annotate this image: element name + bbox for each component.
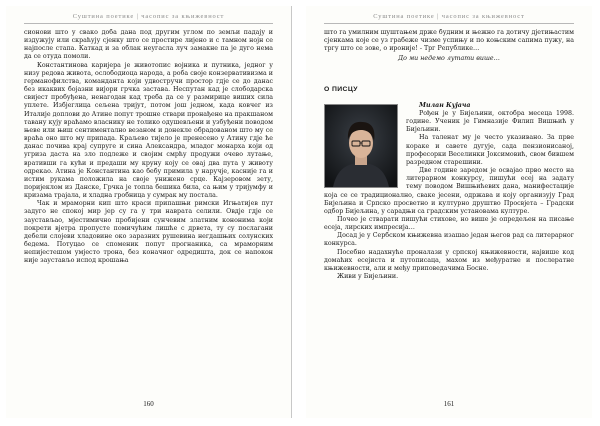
paragraph: сионови што у свако доба дана под другим углом по земљи падају и издужују или скраћују сјенку што се простире лијено и с тамном нојн се најпосле стапа. Каткад и за облак неугасла луч замакне па је дуго нема да се отуда помоли. [24, 29, 273, 61]
closing-line: До ми недемо лутати више… [398, 55, 500, 63]
author-portrait [324, 104, 398, 188]
page-number-left: 160 [143, 400, 154, 408]
bio-paragraph: Досад је у Сербском књижевна изашао један његов рад са литерарног конкурса. [324, 232, 574, 248]
bio-paragraph: Живи у Бијељини. [337, 273, 399, 281]
about-author-heading: О ПИСЦУ [324, 85, 358, 93]
bio-paragraph: Две године заредом је освајао прво место на литерарном конкурсу, пишући есеј на задату тему поводом Вишњићевих дана, манифестације која се сe традиционално, сваке јесени, одржава и коју организују Град Бијељина и Српско просветно и културно друштво Просвјета – Градски одбор Бијељина, у сарадњи са градским установама културе. [324, 167, 574, 215]
author-name: Милан Кујача [419, 101, 471, 109]
author-bio [324, 102, 574, 281]
page-number-right: 161 [443, 400, 455, 408]
running-head-right: Суштина поетике | часопис за књижевност [324, 13, 574, 24]
right-page [306, 6, 592, 418]
running-head-left: Суштина поетике | часопис за књижевност [24, 13, 273, 24]
paragraph: Чак и мраморни кип што краси припашњи римски Игњатијев пут задуго не спокој мир јер су га у три наврата селили. Овдје гдје се заустављао, мјестимично пробијени сунчевим златним кононима који покрети вјетра пропусте помичућим лишће с дрвета, ту су послагани дебели слојеви хладовине око заразних рушевина негдашњих солунских бедема. Потуцао се споменик попут прогнаника, са мраморним непијестешом умјесто трона, без коначног одредишта, док се напокон није заустављо испод крошања [24, 200, 273, 265]
bio-paragraph: Почео је стварати пишући стихове, но више је опредељен на писање есеја, лирских импресија… [324, 215, 574, 232]
paragraph: Константинова каријера је животопис војника и путника, једног у низу редова живота, ослободиоца народа, а роба своје конзервативизма и германофилства, команданта који удвостручи простор гдје се до данас без икаквих бојазни вијори грчка застава. Неспутан кад је слободарска свијест пробуђена, ненагодан кад треба да се у размирице виших сила уплете. Избјеглица сељена тријут, потом још једном, када ковчег из Италије доплови до Атине попут трошне ствари пронађене на пракшаном тавану кују враћамо власнику не толико одушевљени и узбуђени поводом њеве или њиш сентиментално везаном и донекле обрадованом што му се враћа оно што му припада. Краљево тијело је пренесено у Атину гдје ће данас почива крај супруге и сина Александра, младог монарха који од угриза даста на зло подлеже и својим смрћу продужи очево лутање, вративши га кући и предаши му круну коју се овај два пута у животу одрекао. Атина је Константина као бебу примила у наручје, касније га и истим рукама положила на своје униженo срце. Кајзеровом зету, поријеклом из Данске, Грчка је топла бешика била, са њим у тријумфу и кризама трајала, и хладна гробница у сумрак му постала. [24, 61, 273, 200]
bio-paragraph: Посебно надахнуће проналази у српској књижевности, највише код домаћих есејиста и путописаца, махом из међуратне и послератне књижевности, али и међу приповедачима Босне. [324, 248, 574, 272]
right-page-body [324, 29, 574, 403]
paragraph: што га умилним шуштањем држе будним и њежно га дотичу дјетињастим сјенкама које се уз грабеже чизме успињу и по коњским сапима пужу, на тргу што се зове, о ироније! - Трг Републике… [324, 29, 574, 53]
bio-paragraph: На таленат му је често указивано. За прве кораке и савете дугује, сада пензионисаној, професорки Веселинки Јоксимовић, свом бившем разредном старешини. [406, 134, 574, 166]
left-page-body [24, 29, 273, 403]
left-page [6, 6, 292, 418]
bio-paragraph: Рођен је у Бијељини, октобра месеца 1998. године. Ученик је Гимназије Филип Вишњић у Бијељини. [406, 109, 574, 134]
